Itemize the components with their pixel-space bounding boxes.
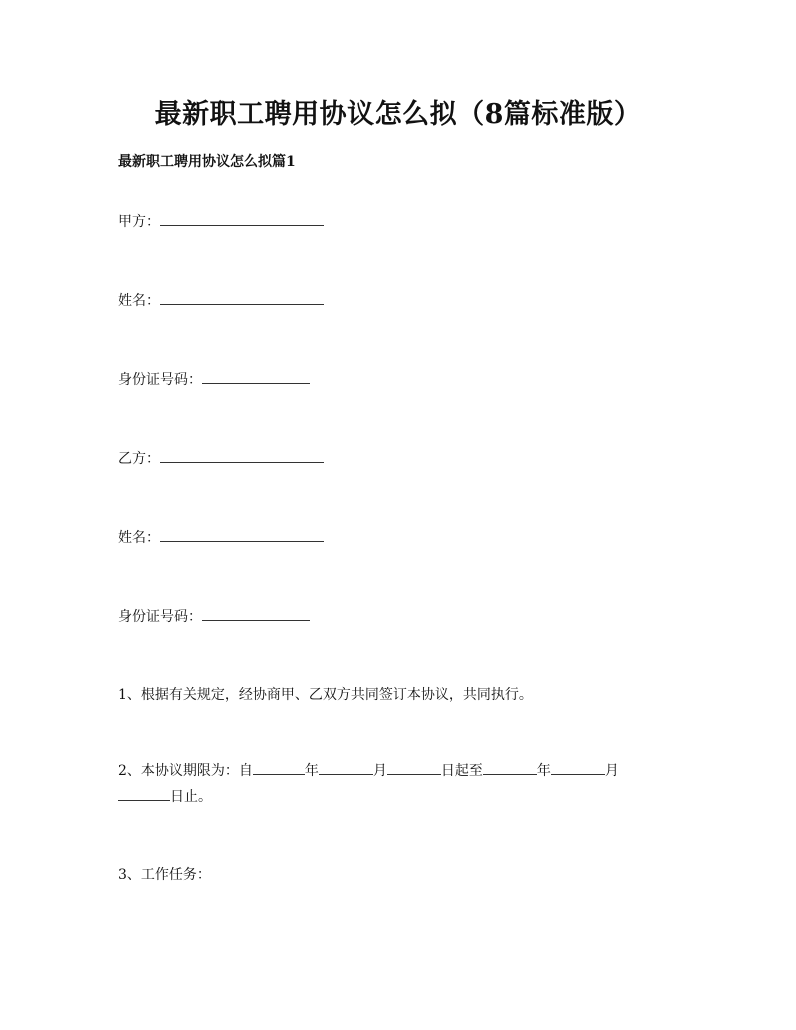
clause-2-year2-blank bbox=[483, 760, 537, 775]
clause-2-year1-blank bbox=[253, 760, 305, 775]
party-a-blank bbox=[160, 211, 324, 226]
document-title: 最新职工聘用协议怎么拟（8篇标准版） bbox=[154, 99, 642, 130]
party-a-id-label: 身份证号码： bbox=[118, 372, 202, 388]
party-a-name-label: 姓名： bbox=[118, 293, 160, 309]
clause-2-month1: 月 bbox=[372, 763, 387, 779]
clause-2-day-end-blank bbox=[118, 786, 170, 801]
clause-2 bbox=[118, 758, 658, 810]
clause-2-month2: 月 bbox=[604, 763, 619, 779]
clause-2-year2: 年 bbox=[536, 763, 551, 779]
clause-2-prefix: 2、本协议期限为：自 bbox=[118, 763, 253, 779]
party-a-row bbox=[118, 211, 324, 231]
party-a-name-row bbox=[118, 290, 324, 310]
clause-1: 1、根据有关规定，经协商甲、乙双方共同签订本协议，共同执行。 bbox=[118, 687, 533, 703]
party-b-blank bbox=[160, 448, 324, 463]
clause-2-month1-blank bbox=[319, 760, 373, 775]
party-b-name-row bbox=[118, 527, 324, 547]
party-a-id-blank bbox=[202, 369, 310, 384]
clause-2-month2-blank bbox=[551, 760, 605, 775]
section-heading: 最新职工聘用协议怎么拟篇1 bbox=[118, 154, 296, 170]
party-b-id-label: 身份证号码： bbox=[118, 609, 202, 625]
party-a-name-blank bbox=[160, 290, 324, 305]
party-a-label: 甲方： bbox=[118, 214, 160, 230]
clause-2-year1: 年 bbox=[304, 763, 319, 779]
clause-2-day-start-blank bbox=[387, 760, 441, 775]
party-b-id-row bbox=[118, 606, 310, 626]
clause-2-day-end: 日止。 bbox=[170, 789, 212, 805]
clause-3: 3、工作任务： bbox=[118, 867, 211, 883]
clause-2-day-start: 日起至 bbox=[440, 763, 483, 779]
party-a-id-row bbox=[118, 369, 310, 389]
party-b-label: 乙方： bbox=[118, 451, 160, 467]
party-b-row bbox=[118, 448, 324, 468]
party-b-name-label: 姓名： bbox=[118, 530, 160, 546]
party-b-name-blank bbox=[160, 527, 324, 542]
party-b-id-blank bbox=[202, 606, 310, 621]
